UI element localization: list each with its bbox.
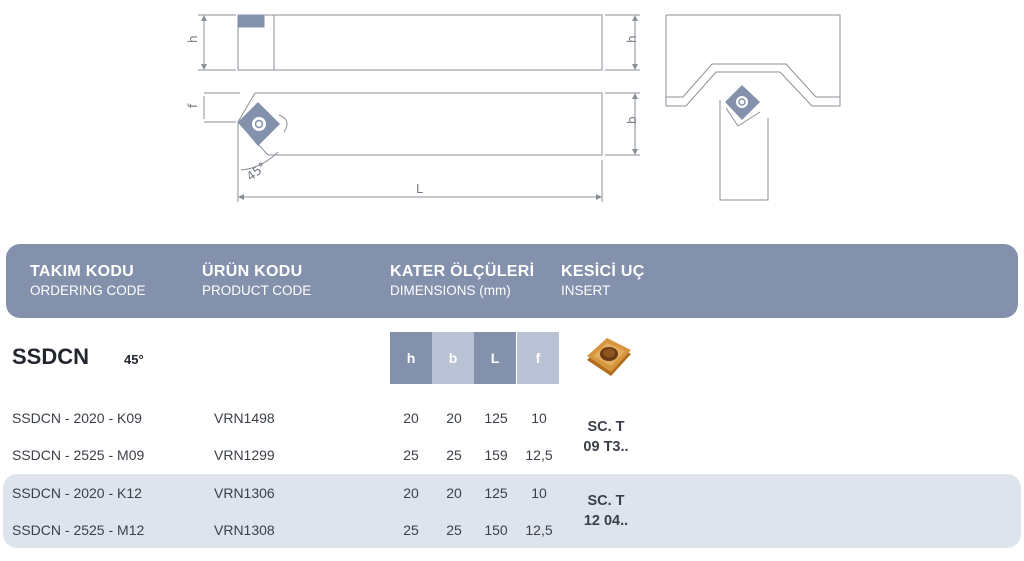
header-product-code-subtitle: PRODUCT CODE bbox=[202, 283, 312, 298]
header-dimensions bbox=[390, 262, 534, 299]
dim-angle: 45° bbox=[243, 159, 270, 184]
header-ordering-code-subtitle: ORDERING CODE bbox=[30, 283, 146, 298]
family-name: SSDCN bbox=[12, 344, 90, 369]
header-insert-title: KESİCİ UÇ bbox=[561, 263, 645, 280]
insert-code-line2: 12 04.. bbox=[583, 513, 629, 529]
dim-b-value: 20 bbox=[446, 485, 462, 501]
dim-L-value: 150 bbox=[484, 522, 508, 538]
header-insert bbox=[561, 262, 645, 299]
insert-code-group-1 bbox=[566, 417, 646, 457]
dim-f-value: 12,5 bbox=[525, 447, 553, 463]
family-angle: 45° bbox=[124, 352, 144, 367]
product-code: VRN1306 bbox=[214, 485, 275, 501]
side-view-insert bbox=[238, 15, 264, 27]
dim-header-b: b bbox=[432, 332, 474, 384]
dim-h-value: 20 bbox=[403, 485, 419, 501]
header-ordering-code bbox=[30, 262, 146, 299]
insert-code-group-2 bbox=[566, 491, 646, 531]
header-insert-subtitle: INSERT bbox=[561, 283, 611, 298]
product-code: VRN1498 bbox=[214, 410, 275, 426]
ordering-code: SSDCN - 2020 - K09 bbox=[12, 410, 142, 426]
dim-L-value: 125 bbox=[484, 410, 508, 426]
dim-header-L: L bbox=[474, 332, 516, 384]
header-ordering-code-title: TAKIM KODU bbox=[30, 263, 135, 280]
ordering-code: SSDCN - 2020 - K12 bbox=[12, 485, 142, 501]
header-product-code-title: ÜRÜN KODU bbox=[202, 263, 303, 280]
dim-b-value: 20 bbox=[446, 410, 462, 426]
dim-b: b bbox=[625, 116, 639, 124]
dim-header-h: h bbox=[390, 332, 432, 384]
dim-L-value: 159 bbox=[484, 447, 508, 463]
dim-h-value: 25 bbox=[403, 447, 419, 463]
ordering-code: SSDCN - 2525 - M09 bbox=[12, 447, 145, 463]
dim-L-value: 125 bbox=[484, 485, 508, 501]
side-view-body bbox=[238, 15, 602, 70]
dim-f-value: 10 bbox=[531, 410, 547, 426]
insert-code-line1: SC. T bbox=[587, 419, 625, 435]
dim-b-value: 25 bbox=[446, 522, 462, 538]
insert-code-line1: SC. T bbox=[587, 493, 625, 509]
dim-h-right: h bbox=[625, 35, 639, 43]
insert-icon bbox=[583, 336, 635, 380]
header-product-code bbox=[202, 262, 311, 299]
dim-header-f: f bbox=[517, 332, 559, 384]
table-header bbox=[6, 244, 1018, 318]
header-dimensions-title: KATER ÖLÇÜLERİ bbox=[390, 263, 535, 280]
dim-f-value: 10 bbox=[531, 485, 547, 501]
dim-h-value: 20 bbox=[403, 410, 419, 426]
product-code: VRN1299 bbox=[214, 447, 275, 463]
end-view-insert bbox=[725, 85, 760, 126]
technical-drawing bbox=[0, 0, 1024, 215]
dim-b-value: 25 bbox=[446, 447, 462, 463]
dim-h-value: 25 bbox=[403, 522, 419, 538]
dim-f-value: 12,5 bbox=[525, 522, 553, 538]
insert-code-line2: 09 T3.. bbox=[583, 439, 629, 455]
dim-L: L bbox=[416, 182, 423, 196]
header-dimensions-subtitle: DIMENSIONS (mm) bbox=[390, 283, 511, 298]
ordering-code: SSDCN - 2525 - M12 bbox=[12, 522, 145, 538]
product-code: VRN1308 bbox=[214, 522, 275, 538]
dim-h-left: h bbox=[186, 35, 200, 43]
dim-f: f bbox=[186, 103, 200, 108]
